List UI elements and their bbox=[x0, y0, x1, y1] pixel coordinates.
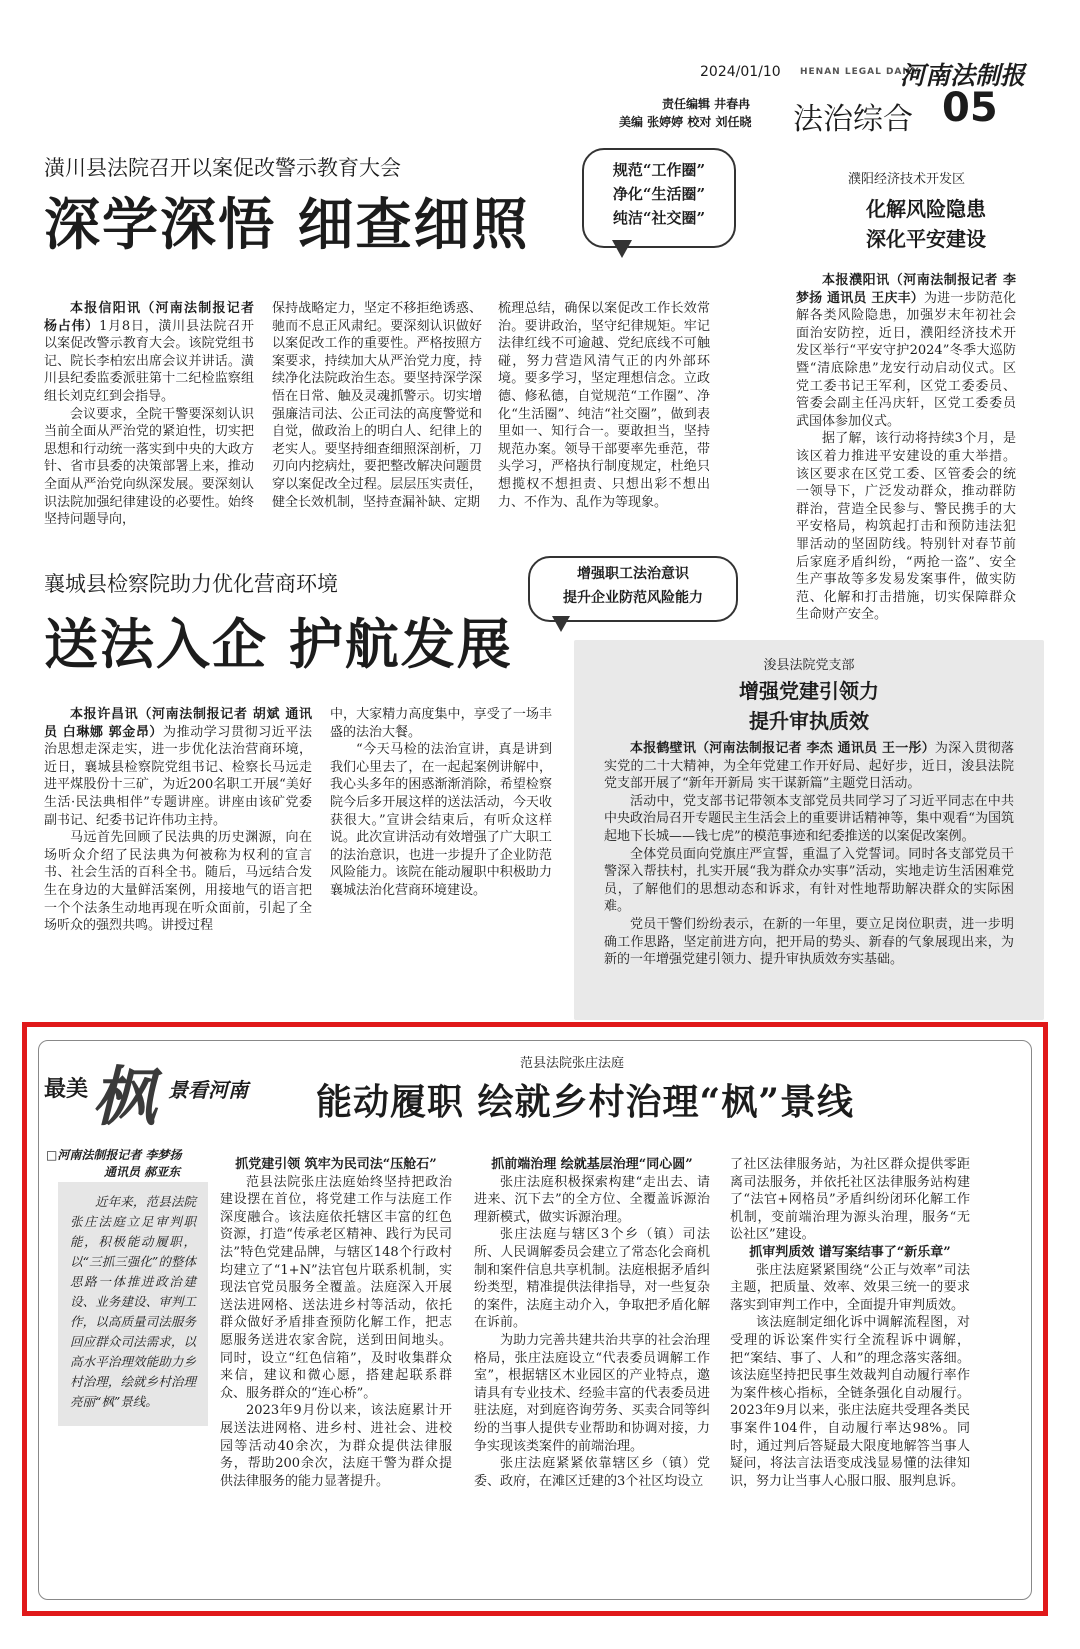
issue-date: 2024/01/10 bbox=[700, 64, 781, 80]
feature-intro-box bbox=[58, 1182, 208, 1426]
page-number: 05 bbox=[942, 85, 998, 131]
article1-quote-bubble bbox=[582, 148, 736, 248]
feature-subhead-3: 抓审判质效 谱写案结事了“新乐章” bbox=[749, 1244, 951, 1260]
feature-headline: 能动履职 绘就乡村治理“枫”景线 bbox=[316, 1081, 854, 1123]
article4-column bbox=[604, 740, 1014, 969]
article2-dept: 濮阳经济技术开发区 bbox=[848, 172, 966, 187]
bubble-line: 增强职工法治意识 bbox=[577, 566, 689, 582]
article1-column-2 bbox=[272, 300, 482, 511]
feature-body-3b: 张庄法庭紧紧围绕“公正与效率”司法主题，把质量、效率、效果三统一的要求落实到审判工作中，全面提升审判质效。 该法庭制定细化诉中调解流程图，对受理的诉讼案件实行全流程诉中调解，把“案结、事了、人和”的理念落实落细。该法庭坚持把民事生效裁判自动履行率作为案件核心指标，全链条强化自动履行。2023年9月以来，张庄法庭共受理各类民事案件104件，自动履行率达98%。同时，通过判后答疑最大限度地解答当事人疑问，将法言法语变成浅显易懂的法律知识，努力让当事人心服口服、服判息诉。 bbox=[730, 1262, 970, 1489]
article1-kicker: 潢川县法院召开以案促改警示教育大会 bbox=[44, 156, 401, 180]
editors-line-1: 责任编辑 井春冉 bbox=[662, 97, 751, 111]
bubble-line: 规范“工作圈” bbox=[612, 161, 706, 179]
feature-subhead-1: 抓党建引领 筑牢为民司法“压舱石” bbox=[235, 1157, 437, 1172]
article2-headline bbox=[836, 194, 1016, 254]
feature-body-3a: 了社区法律服务站，为社区群众提供零距离司法服务，并依托社区法律服务站构建了“法官+网格员”矛盾纠纷闭环化解工作机制，变前端治理为源头治理，服务“无讼社区”建设。 bbox=[730, 1157, 970, 1243]
feature-credit-2: 通讯员 郝亚东 bbox=[104, 1165, 181, 1179]
article2-headline-line: 深化平安建设 bbox=[866, 227, 986, 251]
article4-headline-line: 提升审执质效 bbox=[749, 709, 869, 733]
bubble-line: 净化“生活圈” bbox=[612, 185, 706, 203]
byline: 本报许昌讯（河南法制报记者 胡斌 通讯员 白琳娜 郭金昂） bbox=[44, 707, 312, 740]
feature-dept: 范县法院张庄法庭 bbox=[519, 1056, 624, 1071]
series-logo-left: 最美 bbox=[44, 1076, 89, 1102]
feature-column-1 bbox=[220, 1156, 452, 1490]
article1-body-2: 保持战略定力，坚定不移拒绝诱惑、驰而不息正风肃纪。要深刻认识做好以案促改工作的重要性。严格按照方案要求，持续加大从严治党力度，持续净化法院政治生态。要坚持深学深悟在日常、触及灵魂抓警示。切实增强廉洁司法、公正司法的高度警觉和自觉，做政治上的明白人、纪律上的老实人。要坚持细查细照深剖析，刀刃向内挖病灶，要把整改解决问题贯穿以案促改全过程。层层压实责任，健全长效机制，坚持查漏补缺、定期 bbox=[272, 301, 482, 510]
feature-body-2: 张庄法庭积极探索构建“走出去、请进来、沉下去”的全方位、全覆盖诉源治理新模式，做实诉源治理。 张庄法庭与辖区3个乡（镇）司法所、人民调解委员会建立了常态化会商机制和案件信息共享机制。法庭根据矛盾纠纷类型，精准提供法律指导，对一些复杂的案件，法庭主动介入，争取把矛盾化解在诉前。 为助力完善共建共治共享的社会治理格局，张庄法庭设立“代表委员调解工作室”，根据辖区木业园区的产业特点，邀请具有专业技术、经验丰富的代表委员进驻法庭，对到庭咨询劳务、买卖合同等纠纷的当事人提供专业帮助和协调对接，力争实现该类案件的前端治理。 张庄法庭紧紧依靠辖区乡（镇）党委、政府，在滩区迁建的3个社区均设立 bbox=[474, 1174, 710, 1489]
section-name: 法治综合 bbox=[793, 102, 913, 137]
article1-column-3 bbox=[498, 300, 710, 511]
article4-body: 为深入贯彻落实党的二十大精神，为全年党建工作开好局、起好步，近日，浚县法院党支部开展了“新年开新局 实干谋新篇”主题党日活动。 活动中，党支部书记带领本支部党员共同学习了习近平同志在中共中央政治局召开专题民主生活会上的重要讲话精神等，集中观看“为国筑起地下长城——钱七虎”的模范事迹和纪委推送的以案促改案例。 全体党员面向党旗庄严宣誓，重温了入党誓词。同时各支部党员干警深入帮扶村，扎实开展“我为群众办实事”活动，实地走访生活困难党员，了解他们的思想动态和诉求，有针对性地帮助解决群众的实际困难。 党员干警们纷纷表示，在新的一年里，要立足岗位职责，进一步明确工作思路，坚定前进方向，把开局的势头、新春的气象展现出来，为新的一年增强党建引领力、提升审执质效夯实基础。 bbox=[604, 741, 1014, 968]
article3-kicker: 襄城县检察院助力优化营商环境 bbox=[44, 572, 338, 596]
article1-body-1: 1月8日，潢川县法院召开以案促改警示教育大会。该院党组书记、院长李柏宏出席会议并讲话。潢川县纪委监委派驻第十二纪检监察组组长刘克红到会指导。 会议要求，全院干警要深刻认识当前全面从严治党的紧迫性，切实把思想和行动统一落实到中央的大政方针、省市县委的决策部署上来，推动全面从严治党向纵深发展。要深刻认识法院加强纪律建设的必要性。始终坚持问题导向， bbox=[44, 318, 254, 528]
bubble-tail bbox=[612, 240, 632, 258]
bubble-tail bbox=[552, 616, 570, 632]
bubble-line: 纯洁“社交圈” bbox=[612, 209, 706, 227]
feature-column-3 bbox=[730, 1156, 970, 1490]
article1-body-3: 梳理总结，确保以案促改工作长效常治。要讲政治，坚守纪律规矩。牢记法律红线不可逾越、党纪底线不可触碰，努力营造风清气正的内外部环境。要多学习，坚定理想信念。立政德、修私德，自觉规范“工作圈”、净化“生活圈”、纯洁“社交圈”，做到表里如一、知行合一。要敢担当，坚持规范办案。领导干部要率先垂范，带头学习，严格执行制度规定，杜绝只想揽权不想担责、只想出彩不想出力、不作为、乱作为等现象。 bbox=[498, 301, 710, 510]
article3-column-2 bbox=[330, 706, 552, 900]
paper-name-logo: 河南法制报 bbox=[900, 61, 1026, 90]
article3-quote-bubble bbox=[528, 556, 738, 622]
feature-column-2 bbox=[474, 1156, 710, 1490]
byline: 本报鹤壁讯（河南法制报记者 李杰 通讯员 王一彤） bbox=[630, 741, 935, 756]
series-logo-right: 景看河南 bbox=[168, 1078, 248, 1102]
byline: 本报濮阳讯（河南法制报记者 李梦扬 通讯员 王庆丰） bbox=[796, 273, 1016, 306]
article3-headline: 送法入企 护航发展 bbox=[44, 612, 513, 676]
paper-name-en: HENAN LEGAL DAILY bbox=[800, 67, 920, 77]
feature-body-1: 范县法院张庄法庭始终坚持把政治建设摆在首位，将党建工作与法庭工作深度融合。该法庭依托辖区丰富的红色资源，打造“传承老区精神、践行为民司法”特色党建品牌，与辖区148个行政村均建立了“1+N”法官包片联系机制，实现法官党员服务全覆盖。法庭深入开展送法进网格、送法进乡村等活动，依托群众做好矛盾排查预防化解工作，把志愿服务送进农家舍院，送到田间地头。同时，设立“红色信箱”，及时收集群众来信，建议和微心愿，搭建起联系群众、服务群众的“连心桥”。 2023年9月份以来，该法庭累计开展送法进网格、进乡村、进社会、进校园等活动40余次，为群众提供法律服务，帮助200余次，法庭干警为群众提供法律服务的能力显著提升。 bbox=[220, 1174, 452, 1489]
feature-intro: 近年来，范县法院张庄法庭立足审判职能，积极能动履职，以“三抓三强化”的整体思路一体推进政治建设、业务建设、审判工作，以高质量司法服务回应群众司法需求，以高水平治理效能助力乡村治理，绘就乡村治理亮丽“枫”景线。 bbox=[70, 1194, 196, 1409]
editors-line-2: 美编 张婷婷 校对 刘任晓 bbox=[619, 115, 752, 129]
article2-headline-line: 化解风险隐患 bbox=[866, 197, 986, 221]
feature-credit-1: □河南法制报记者 李梦扬 bbox=[46, 1148, 182, 1162]
article3-body-1: 为推动学习贯彻习近平法治思想走深走实，进一步优化法治营商环境，近日，襄城县检察院党组书记、检察长马远走进平煤股份十三矿，为近200名职工开展“美好生活·民法典相伴”专题讲座。讲座由该矿党委副书记、纪委书记许伟功主持。 马远首先回顾了民法典的历史渊源，向在场听众介绍了民法典为何被称为权利的宣言书、社会生活的百科全书。随后，马远结合发生在身边的大量鲜活案例，用接地气的语言把一个个法条生动地再现在听众面前，引起了全场听众的强烈共鸣。讲授过程 bbox=[44, 724, 312, 934]
article4-headline bbox=[574, 676, 1044, 736]
byline: 本报信阳讯（河南法制报记者 杨占伟） bbox=[44, 301, 254, 334]
article1-column-1 bbox=[44, 300, 254, 529]
article1-headline: 深学深悟 细查细照 bbox=[44, 192, 530, 258]
article4-headline-line: 增强党建引领力 bbox=[739, 679, 879, 703]
article4-dept: 浚县法院党支部 bbox=[763, 658, 855, 673]
article4-box bbox=[574, 640, 1044, 1020]
article3-column-1 bbox=[44, 706, 312, 935]
bubble-line: 提升企业防范风险能力 bbox=[563, 590, 703, 606]
article2-column bbox=[796, 272, 1016, 624]
feature-subhead-2: 抓前端治理 绘就基层治理“同心圆” bbox=[491, 1157, 693, 1172]
article2-body: 为进一步防范化解各类风险隐患，加强岁末年初社会面治安防控，近日，濮阳经济技术开发区举行“平安守护2024”冬季大巡防暨“清底除患”龙安行动启动仪式。区党工委书记王军利，区党工委委员、管委会副主任冯庆轩，区党工委委员武国体参加仪式。 据了解，该行动将持续3个月，是该区着力推进平安建设的重大举措。该区要求在区党工委、区管委会的统一领导下，广泛发动群众，推动群防群治，营造全民参与、警民携手的大平安格局，构筑起打击和预防违法犯罪活动的坚固防线。特别针对春节前后家庭矛盾纠纷，“两抢一盗”、安全生产事故等多发易发案事件，做实防范、化解和打击措施，切实保障群众生命财产安全。 bbox=[796, 290, 1016, 623]
article3-body-2: 中，大家精力高度集中，享受了一场丰盛的法治大餐。 “今天马检的法治宣讲，真是讲到我们心里去了，在一起起案例讲解中，我心头多年的困惑渐渐消除，希望检察院今后多开展这样的送法活动，今天收获很大。”宣讲会结束后，有听众这样说。此次宣讲活动有效增强了广大职工的法治意识，也进一步提升了企业防范风险能力。该院在能动履职中积极助力襄城法治化营商环境建设。 bbox=[330, 707, 552, 898]
series-logo-big: 枫 bbox=[92, 1060, 156, 1135]
